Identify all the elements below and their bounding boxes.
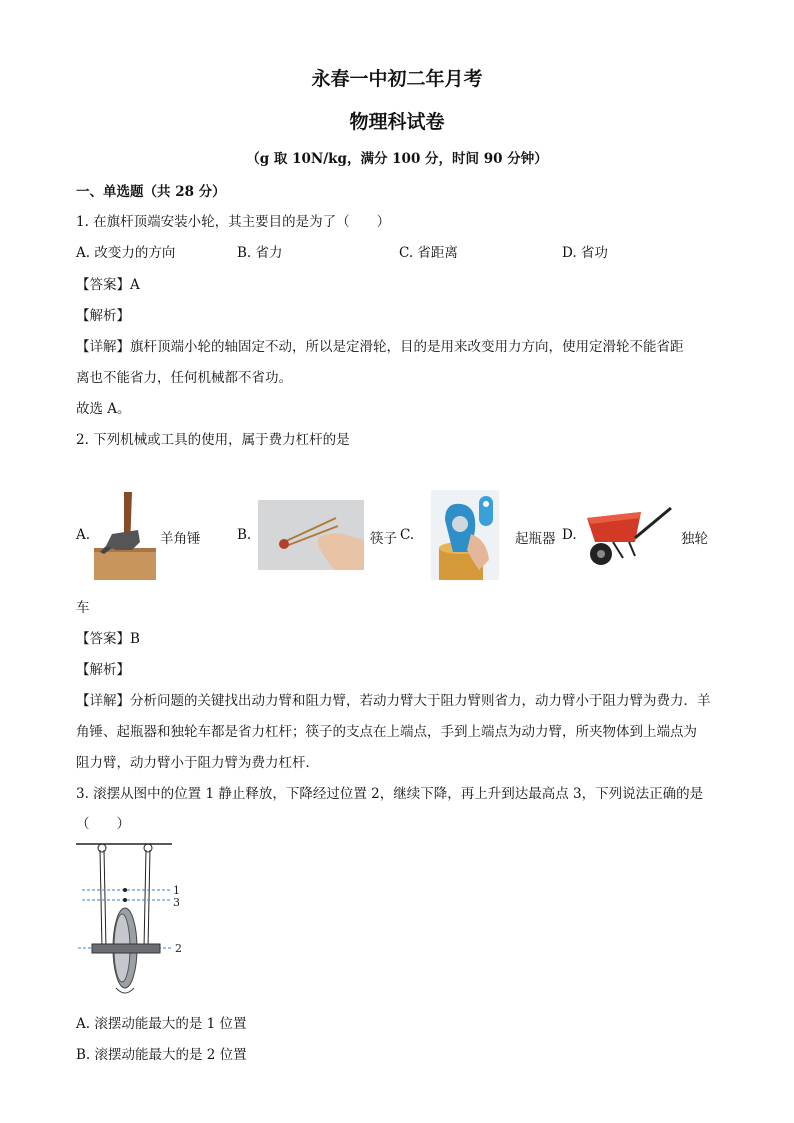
q2-stem: 2. 下列机械或工具的使用，属于费力杠杆的是 bbox=[76, 432, 350, 448]
hammer-image bbox=[94, 490, 156, 580]
q3-option-a: A. 滚摆动能最大的是 1 位置 bbox=[76, 1016, 247, 1032]
maxwell-wheel-diagram bbox=[76, 838, 186, 1000]
q1-analysis: 【解析】 bbox=[76, 308, 130, 324]
q2-detail-line1: 【详解】分析问题的关键找出动力臂和阻力臂，若动力臂大于阻力臂则省力，动力臂小于阻力臂为费力．羊 bbox=[76, 693, 711, 709]
q2-detail-line2: 角锤、起瓶器和独轮车都是省力杠杆；筷子的支点在上端点，手到上端点为动力臂，所夹物体到上端点为 bbox=[76, 724, 697, 740]
q2-option-b-label: B. bbox=[237, 527, 252, 543]
q1-option-c: C. 省距离 bbox=[399, 245, 458, 261]
q2-option-a-label: A. bbox=[76, 527, 91, 543]
q2-detail-line3: 阻力臂，动力臂小于阻力臂为费力杠杆． bbox=[76, 755, 319, 771]
q1-conclusion: 故选 A。 bbox=[76, 401, 131, 417]
q2-option-c-text: 起瓶器 bbox=[515, 531, 556, 547]
fig-label-3: 3 bbox=[173, 896, 180, 909]
q2-option-d-label: D. bbox=[562, 527, 577, 543]
q1-option-b: B. 省力 bbox=[237, 245, 283, 261]
bottle-opener-image bbox=[431, 490, 499, 580]
q3-stem-line2: （ ） bbox=[76, 816, 130, 832]
exam-subtitle: 物理科试卷 bbox=[349, 111, 445, 133]
q1-detail-line2: 离也不能省力，任何机械都不省功。 bbox=[76, 370, 292, 386]
q2-option-d-wrap: 车 bbox=[76, 600, 90, 616]
q2-option-b-text: 筷子 bbox=[370, 531, 397, 547]
q1-option-a: A. 改变力的方向 bbox=[76, 245, 176, 261]
q2-option-a-text: 羊角锤 bbox=[160, 531, 201, 547]
q1-detail-line1: 【详解】旗杆顶端小轮的轴固定不动，所以是定滑轮，目的是用来改变用力方向，使用定滑轮不能省距 bbox=[76, 339, 684, 355]
q1-stem: 1. 在旗杆顶端安装小轮，其主要目的是为了（ ） bbox=[76, 214, 391, 230]
q3-option-b: B. 滚摆动能最大的是 2 位置 bbox=[76, 1047, 247, 1063]
chopsticks-image bbox=[258, 500, 364, 570]
q1-option-d: D. 省功 bbox=[562, 245, 608, 261]
q2-option-c-label: C. bbox=[400, 527, 415, 543]
q2-answer: 【答案】B bbox=[76, 631, 140, 647]
wheelbarrow-image bbox=[583, 498, 677, 570]
exam-title: 永春一中初二年月考 bbox=[311, 68, 483, 90]
q1-answer: 【答案】A bbox=[76, 277, 140, 293]
q2-option-d-text: 独轮 bbox=[681, 531, 708, 547]
exam-note: （g 取 10N/kg，满分 100 分，时间 90 分钟） bbox=[246, 151, 548, 167]
fig-label-2: 2 bbox=[175, 942, 182, 955]
fig-label-1: 1 bbox=[173, 884, 180, 897]
q2-analysis: 【解析】 bbox=[76, 662, 130, 678]
section-heading: 一、单选题（共 28 分） bbox=[76, 184, 226, 200]
q3-stem-line1: 3. 滚摆从图中的位置 1 静止释放，下降经过位置 2，继续下降，再上升到达最高点 3，下列说法正确的是 bbox=[76, 786, 704, 802]
